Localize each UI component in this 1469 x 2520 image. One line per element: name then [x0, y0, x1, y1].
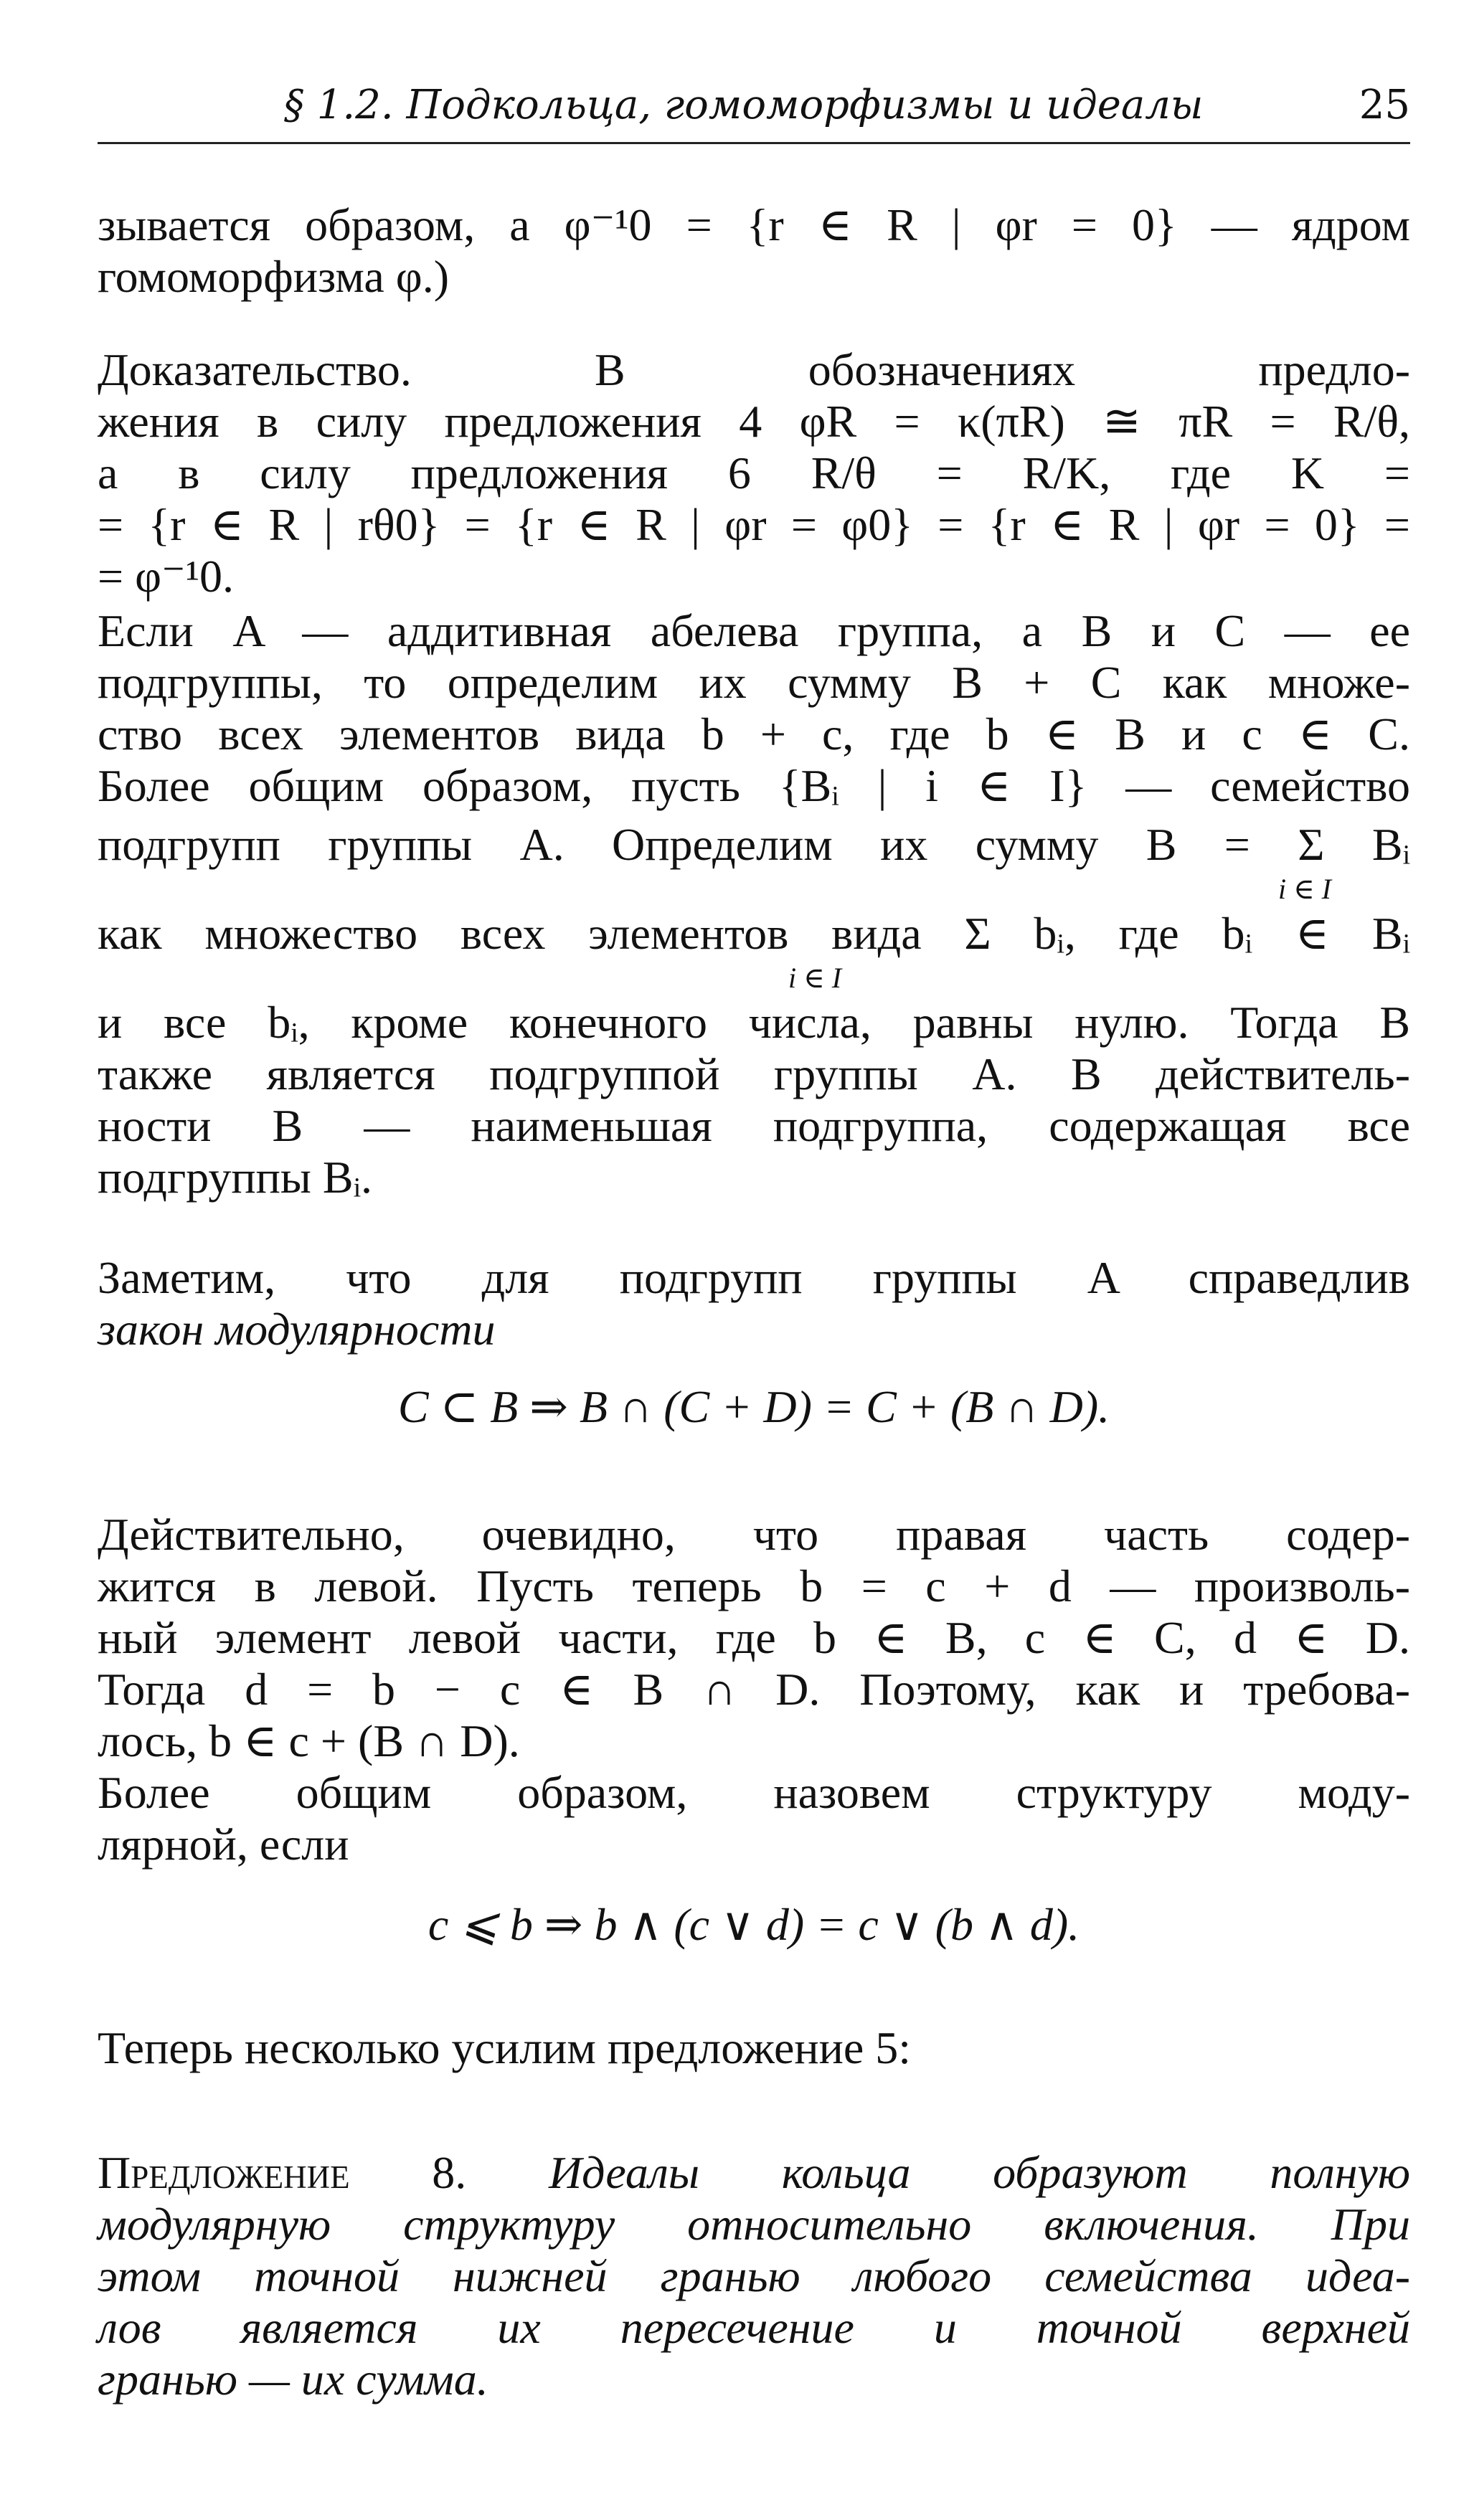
- paragraph-modular-lattice: [98, 1767, 1410, 1951]
- text-line: Тогда d = b − c ∈ B ∩ D. Поэтому, как и требова-: [98, 1664, 1410, 1715]
- text-line: подгруппы, то определим их сумму B + C как множе-: [98, 657, 1410, 708]
- text-line: подгруппы Bᵢ.: [98, 1152, 373, 1203]
- paragraph-sums: [98, 605, 1410, 1203]
- sum-index: i ∈ I: [788, 962, 842, 994]
- text-line: жится в левой. Пусть теперь b = c + d — произволь-: [98, 1560, 1410, 1611]
- text-line: этом точной нижней гранью любого семейства идеа-: [98, 2250, 1410, 2301]
- paragraph-modular-law: [98, 1252, 1410, 1433]
- text-line: закон модулярности: [98, 1304, 496, 1355]
- text-line: Заметим, что для подгрупп группы A справедлив: [98, 1252, 1410, 1303]
- running-header: [98, 76, 1410, 133]
- text-line: и все bᵢ, кроме конечного числа, равны нулю. Тогда B: [98, 997, 1410, 1048]
- paragraph-proof-modular: [98, 1509, 1410, 1767]
- sum-index: i ∈ I: [1277, 873, 1331, 905]
- text-line: = φ⁻¹0.: [98, 551, 234, 602]
- text-line: Если A — аддитивная абелева группа, а B и C — ее: [98, 605, 1410, 656]
- page-number: 25: [1359, 82, 1410, 128]
- text-line: зывается образом, а φ⁻¹0 = {r ∈ R | φr = 0} — ядром: [98, 199, 1410, 250]
- formula-lattice: c ⩽ b ⇒ b ∧ (c ∨ d) = c ∨ (b ∧ d).: [428, 1899, 1080, 1950]
- text-line: ный элемент левой части, где b ∈ B, c ∈ C, d ∈ D.: [98, 1612, 1410, 1663]
- paragraph-strengthen: [98, 2022, 1410, 2074]
- text-line: лов является их пересечение и точной верхней: [98, 2302, 1410, 2353]
- text-line: лось, b ∈ c + (B ∩ D).: [98, 1715, 520, 1766]
- text-line: как множество всех элементов вида Σ bᵢ, где bᵢ ∈ Bᵢ: [98, 908, 1411, 959]
- text-line: также является подгруппой группы A. В действитель-: [98, 1048, 1410, 1099]
- text-line: модулярную структуру относительно включения. При: [98, 2199, 1410, 2250]
- text-line: гомоморфизма φ.): [98, 251, 450, 302]
- formula-modular: C ⊂ B ⇒ B ∩ (C + D) = C + (B ∩ D).: [397, 1381, 1110, 1432]
- proposition-8: [98, 2147, 1410, 2405]
- text-line: Более общим образом, пусть {Bᵢ | i ∈ I} — семейство: [98, 760, 1410, 811]
- paragraph-proof: [98, 344, 1410, 602]
- text-line: Доказательство. В обозначениях предло-: [98, 344, 1410, 395]
- header-rule: [98, 142, 1410, 144]
- text-line: = {r ∈ R | rθ0} = {r ∈ R | φr = φ0} = {r ∈ R | φr = 0} =: [98, 499, 1410, 550]
- text-line: ство всех элементов вида b + c, где b ∈ B и c ∈ C.: [98, 709, 1410, 759]
- text-line: ности B — наименьшая подгруппа, содержащая все: [98, 1100, 1410, 1151]
- text-line: Теперь несколько усилим предложение 5:: [98, 2022, 912, 2073]
- section-title: § 1.2. Подкольца, гомоморфизмы и идеалы: [284, 82, 1204, 128]
- text-line: подгрупп группы A. Определим их сумму B = Σ Bᵢ: [98, 819, 1411, 870]
- text-line: жения в силу предложения 4 φR = κ(πR) ≅ πR = R/θ,: [98, 396, 1410, 447]
- text-line: [98, 2147, 1410, 2199]
- proposition-label: Предложение 8.: [98, 2147, 467, 2198]
- text-line: гранью — их сумма.: [98, 2354, 488, 2405]
- text-line: а в силу предложения 6 R/θ = R/K, где K =: [98, 447, 1410, 498]
- text-line: Более общим образом, назовем структуру моду-: [98, 1767, 1410, 1818]
- text-line: лярной, если: [98, 1819, 349, 1870]
- proposition-text: Идеалы кольца образуют полную: [548, 2147, 1411, 2198]
- text-line: Действительно, очевидно, что правая часть содер-: [98, 1509, 1410, 1560]
- paragraph-image-kernel: [98, 199, 1410, 303]
